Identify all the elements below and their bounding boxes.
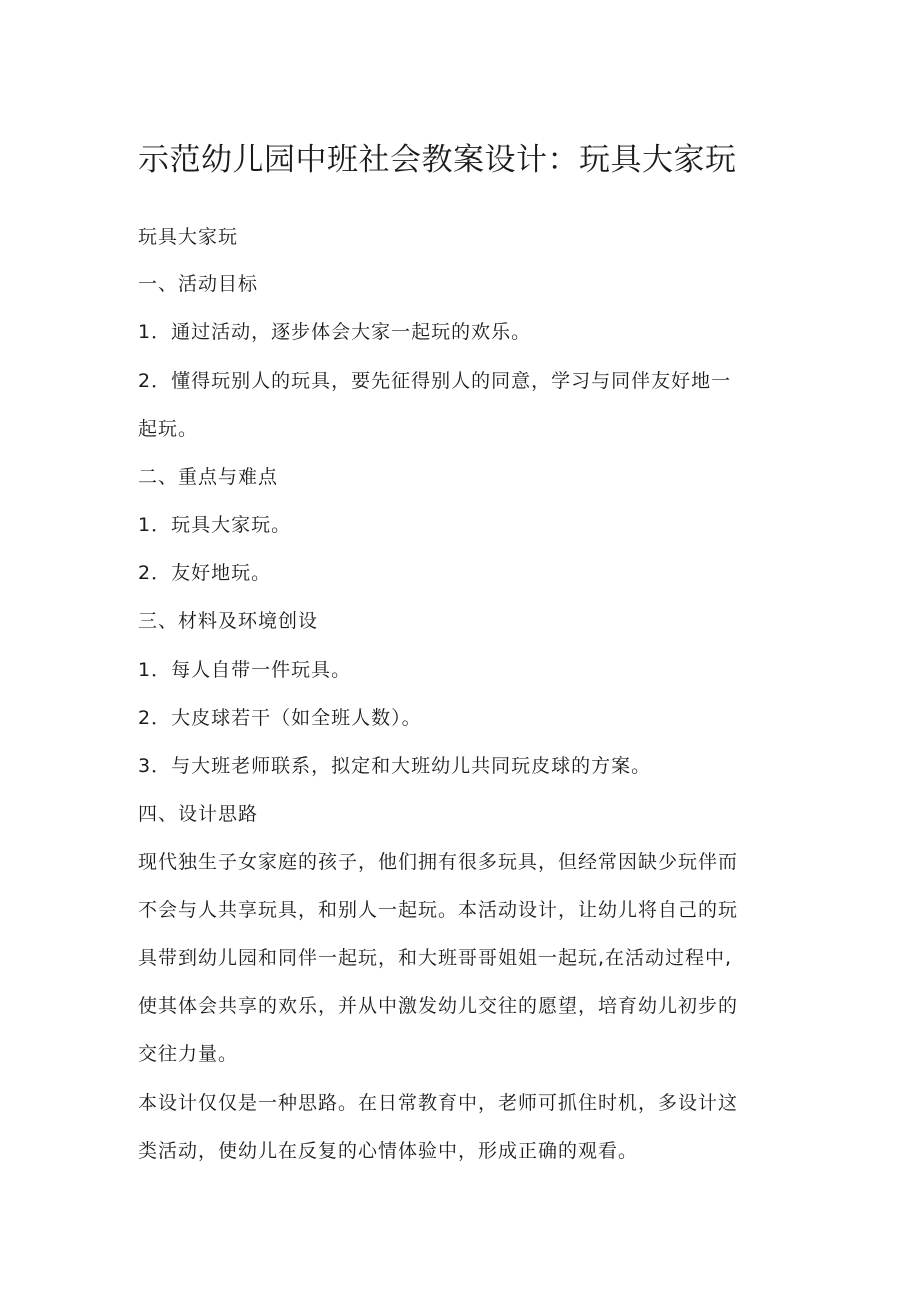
- material-item-2: 2．大皮球若干（如全班人数）。: [138, 707, 422, 729]
- material-item-3: 3．与大班老师联系，拟定和大班幼儿共同玩皮球的方案。: [138, 755, 652, 777]
- subtitle: 玩具大家玩: [138, 226, 239, 248]
- paragraph-line: 本设计仅仅是一种思路。在日常教育中，老师可抓住时机，多设计这: [138, 1092, 739, 1114]
- material-item-1: 1．每人自带一件玩具。: [138, 659, 352, 681]
- document-title: 示范幼儿园中班社会教案设计：玩具大家玩: [138, 142, 737, 178]
- section-heading-design: 四、设计思路: [138, 803, 259, 825]
- key-point-item-1: 1．玩具大家玩。: [138, 514, 292, 536]
- paragraph-line: 交往力量。: [138, 1043, 239, 1065]
- section-heading-key-points: 二、重点与难点: [138, 466, 279, 488]
- paragraph-line: 使其体会共享的欢乐，并从中激发幼儿交往的愿望，培育幼儿初步的: [138, 995, 739, 1017]
- key-point-item-2: 2．友好地玩。: [138, 562, 272, 584]
- goal-item-2: 2．懂得玩别人的玩具，要先征得别人的同意，学习与同伴友好地一: [138, 370, 732, 392]
- paragraph-line: 具带到幼儿园和同伴一起玩，和大班哥哥姐姐一起玩,在活动过程中,: [138, 947, 733, 969]
- section-heading-goals: 一、活动目标: [138, 273, 259, 295]
- goal-item-1: 1．通过活动，逐步体会大家一起玩的欢乐。: [138, 321, 532, 343]
- paragraph-line: 类活动，使幼儿在反复的心情体验中，形成正确的观看。: [138, 1140, 639, 1162]
- section-heading-materials: 三、材料及环境创设: [138, 610, 319, 632]
- paragraph-line: 不会与人共享玩具，和别人一起玩。本活动设计，让幼儿将自己的玩: [138, 899, 739, 921]
- paragraph-line: 现代独生子女家庭的孩子，他们拥有很多玩具，但经常因缺少玩伴而: [138, 851, 739, 873]
- goal-item-2-cont: 起玩。: [138, 418, 199, 440]
